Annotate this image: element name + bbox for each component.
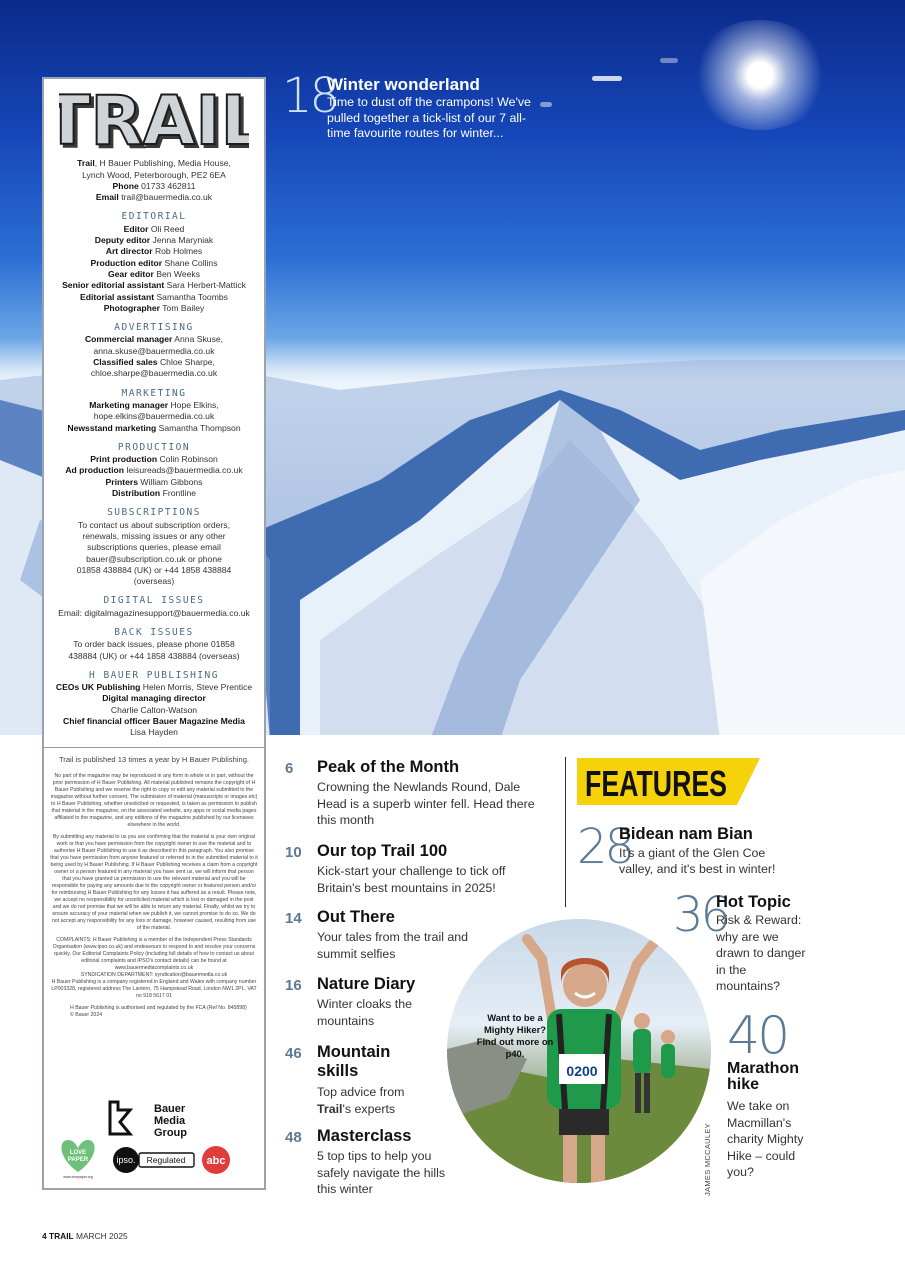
credit-row-role: Chief financial officer Bauer Magazine Media: [63, 716, 245, 727]
column-divider: [565, 757, 566, 907]
sun: [690, 20, 830, 130]
address-line-2: Lynch Wood, Peterborough, PE2 6EA: [82, 169, 226, 180]
trail-logo-shadow: TRAIL: [59, 89, 249, 151]
svg-text:www.lovepaper.org: www.lovepaper.org: [63, 1175, 93, 1179]
subscriptions-text: bauer@subscription.co.uk or phone: [86, 553, 222, 564]
back-issues-text: 438884 (UK) or +44 1858 438884 (overseas): [68, 650, 240, 661]
legal-paragraph: No part of the magazine may be reproduced in any form in whole or in part, without the prior permission of H Bauer Publishing. All material published remains the copyright of H Bauer Publishing and we reserve the right to copy or edit any material submitted to the magazine without further consent. The submission of material (manuscripts or images etc) to H Bauer Publishing, whether unsolicited or requested, is taken as permission to publish that material in the magazine, on the associated website, any apps or social media pages affiliated to the magazine, and any editions of the magazine published by our licensees elsewhere in the world.: [50, 772, 258, 828]
feature-description: It's a giant of the Glen Coe valley, and it's best in winter!: [619, 846, 776, 876]
toc-title: Mountain skills: [317, 1043, 391, 1080]
credit-row: Editorial assistant Samantha Toombs: [80, 291, 228, 302]
feature-description: We take on Macmillan's charity Mighty Hike – could you?: [727, 1099, 804, 1179]
back-issues-heading: BACK ISSUES: [114, 626, 194, 638]
credit-row: Print production Colin Robinson: [90, 454, 218, 465]
phone: Phone 01733 462811: [112, 180, 196, 191]
legal-paragraph: By submitting any material to us you are confirming that the material is your own original work or that you have permission from the copyright owner to use the material and to authorise H Bauer Publishing to use it as described in this paragraph. You also promise that you have permission from anyone featured or referred to in the submitted material to it being used by H Bauer Publishing. If H Bauer Publishing receives a claim from a copyright owner or a person featured in any material you have sent us, we will inform that person that you have granted us permission to use the relevant material and you will be responsible for paying any amounts due to the copyright owner or featured person and/or for reimbursing H Bauer Publishing for any losses it has suffered as a result. Please note, we accept no responsibility for unsolicited material which is lost or damaged in the post and we do not promise that we will be able to return any material. Finally, whilst we try to ensure accuracy of your material when we publish it, we cannot promise to do so. We do not accept any responsibility for any loss or damage, however caused, resulting from use of the material.: [50, 833, 258, 931]
digital-issues-email[interactable]: Email: digitalmagazinesupport@bauermedia.co.uk: [58, 607, 250, 618]
advertising-heading: ADVERTISING: [114, 322, 194, 334]
svg-text:Media: Media: [154, 1115, 186, 1127]
svg-text:Bauer: Bauer: [154, 1103, 186, 1115]
toc-description: Crowning the Newlands Round, Dale Head is a superb winter fell. Head there this month: [317, 780, 535, 827]
email[interactable]: Email trail@bauermedia.co.uk: [95, 192, 213, 203]
credit-row: Commercial manager Anna Skuse,: [84, 334, 224, 345]
credit-row-name: Lisa Hayden: [130, 727, 178, 738]
credit-row-role: Digital managing director: [102, 693, 206, 704]
credit-row: Photographer Tom Bailey: [103, 302, 205, 313]
mighty-hike-callout: Want to be a Mighty Hiker? FInd out more on p40.: [476, 1012, 554, 1059]
bauer-media-group-logo: [110, 1102, 187, 1139]
legal-paragraph: COMPLAINTS: H Bauer Publishing is a member of the Independent Press Standards Organisation (www.ipso.co.uk) and endeavours to respond to and resolve your concerns quickly. Our Editorial Complaints Policy (including full details of how to contact us about editorial complaints and IPSO's contact details) can be found at www.bauermediacomplaints.co.uk: [52, 936, 256, 971]
credit-row: Marketing manager Hope Elkins,: [89, 399, 219, 410]
credit-row: Deputy editor Jenna Maryniak: [94, 235, 214, 246]
toc-title: Out There: [317, 908, 395, 926]
trail-logo-text: TRAIL: [59, 89, 249, 151]
feature-page-number: 28: [577, 819, 633, 875]
svg-text:Group: Group: [154, 1127, 187, 1139]
footer-brand: TRAIL: [49, 1231, 74, 1241]
toc-title: Masterclass: [317, 1127, 412, 1145]
love-paper-logo: [61, 1140, 94, 1179]
copyright: © Bauer 2024: [70, 1011, 103, 1018]
abc-logo: [202, 1146, 230, 1174]
feature-title: Marathon hike: [727, 1060, 799, 1093]
lens-flare: [660, 58, 678, 63]
hero-title: Winter wonderland: [327, 75, 480, 94]
svg-text:0200: 0200: [566, 1063, 598, 1079]
masthead-panel: [42, 77, 266, 1190]
feature-title: Hot Topic: [716, 893, 791, 911]
feature-page-number: 40: [727, 1006, 788, 1066]
credit-row: Printers William Gibbons: [105, 476, 203, 487]
subscriptions-text: (overseas): [133, 576, 175, 587]
legal-paragraph: H Bauer Publishing is a company registered in England and Wales with company number LP003328, registered address The Lantern, 75 Hampstead Road, London NW1 2PL. VAT no 918 5617 01: [51, 978, 257, 999]
toc-title: Our top Trail 100: [317, 842, 448, 860]
toc-description: Kick-start your challenge to tick off Britain's best mountains in 2025!: [317, 864, 506, 895]
toc-page-number: 6: [285, 760, 294, 777]
feature-page-number: 36: [673, 887, 729, 943]
back-issues-text: To order back issues, please phone 01858: [73, 639, 235, 650]
svg-text:PAPER: PAPER: [67, 1157, 89, 1163]
toc-page-number: 48: [285, 1129, 302, 1146]
lens-flare: [540, 102, 552, 107]
logo-strip: [56, 1100, 256, 1180]
publisher-logos: [56, 1100, 256, 1180]
feature-description: Risk & Reward: why are we drawn to danger in the mountains?: [716, 913, 806, 993]
feature-title: Bidean nam Bian: [619, 825, 753, 843]
toc-page-number: 16: [285, 977, 302, 994]
credit-row-name: Charlie Calton-Watson: [110, 704, 198, 715]
toc-description: Top advice from Trail's experts: [317, 1085, 405, 1116]
subscriptions-text: subscriptions queries, please email: [87, 542, 221, 553]
production-heading: PRODUCTION: [117, 441, 191, 453]
trail-logo: [59, 89, 249, 151]
hero-page-number: 18: [282, 68, 338, 124]
legal-paragraph: H Bauer Publishing is authorised and regulated by the FCA (Ref No. 845898): [70, 1004, 247, 1011]
toc-title: Peak of the Month: [317, 758, 460, 776]
credit-row: Art director Rob Holmes: [105, 246, 203, 257]
credit-row: Gear editor Ben Weeks: [107, 268, 201, 279]
credit-email[interactable]: anna.skuse@bauermedia.co.uk: [93, 345, 215, 356]
page-footer: [42, 1231, 128, 1241]
bauer-heading: H BAUER PUBLISHING: [89, 669, 219, 681]
svg-text:abc: abc: [206, 1155, 226, 1167]
credit-row: Classified sales Chloe Sharpe,: [93, 357, 215, 368]
hero-description: Time to dust off the crampons! We've pulled together a tick-list of our 7 all-time favourite routes for winter...: [327, 95, 531, 140]
credit-row: Editor Oli Reed: [123, 223, 185, 234]
credit-row: Senior editorial assistant Sara Herbert-Mattick: [62, 280, 246, 291]
toc-description: Your tales from the trail and summit selfies: [317, 930, 469, 961]
subscriptions-heading: SUBSCRIPTIONS: [107, 507, 201, 519]
toc-page-number: 14: [285, 910, 302, 927]
toc-page-number: 10: [285, 844, 302, 861]
legal-paragraph: SYNDICATION DEPARTMENT: syndication@bauermedia.co.uk: [80, 971, 228, 978]
address: Trail, H Bauer Publishing, Media House,: [77, 158, 231, 169]
subscriptions-text: 01858 438884 (UK) or +44 1858 438884: [76, 564, 232, 575]
svg-text:FEATURES: FEATURES: [585, 763, 727, 804]
credit-row: Ad production leisureads@bauermedia.co.uk: [65, 465, 243, 476]
subscriptions-text: renewals, missing issues or any other: [82, 530, 226, 541]
credit-row: Newsstand marketing Samantha Thompson: [67, 422, 241, 433]
publication-frequency: Trail is published 13 times a year by H Bauer Publishing.: [44, 747, 264, 765]
page-number: 4: [42, 1231, 47, 1241]
credit-row: Production editor Shane Collins: [90, 257, 218, 268]
toc-page-number: 46: [285, 1045, 302, 1062]
svg-text:LOVE: LOVE: [69, 1150, 87, 1156]
toc-title: Nature Diary: [317, 975, 416, 993]
ipso-regulated-logo: [113, 1147, 194, 1173]
photo-credit: JAMES MCCAULEY: [703, 1123, 712, 1196]
digital-issues-heading: DIGITAL ISSUES: [103, 595, 205, 607]
marketing-heading: MARKETING: [121, 387, 187, 399]
footer-issue: MARCH 2025: [75, 1231, 128, 1241]
toc-description: Winter cloaks the mountains: [317, 997, 413, 1028]
features-heading: [577, 758, 760, 805]
subscriptions-text: To contact us about subscription orders,: [78, 519, 230, 530]
credit-row: CEOs UK Publishing Helen Morris, Steve Prentice: [55, 682, 253, 693]
credit-email[interactable]: chloe.sharpe@bauermedia.co.uk: [90, 368, 218, 379]
lens-flare: [592, 76, 622, 81]
editorial-heading: EDITORIAL: [121, 211, 187, 223]
svg-text:Regulated: Regulated: [146, 1155, 186, 1165]
credit-email[interactable]: hope.elkins@bauermedia.co.uk: [93, 411, 215, 422]
credit-row: Distribution Frontline: [111, 488, 197, 499]
toc-description: 5 top tips to help you safely navigate the hills this winter: [317, 1149, 446, 1196]
svg-text:ipso.: ipso.: [116, 1155, 136, 1165]
